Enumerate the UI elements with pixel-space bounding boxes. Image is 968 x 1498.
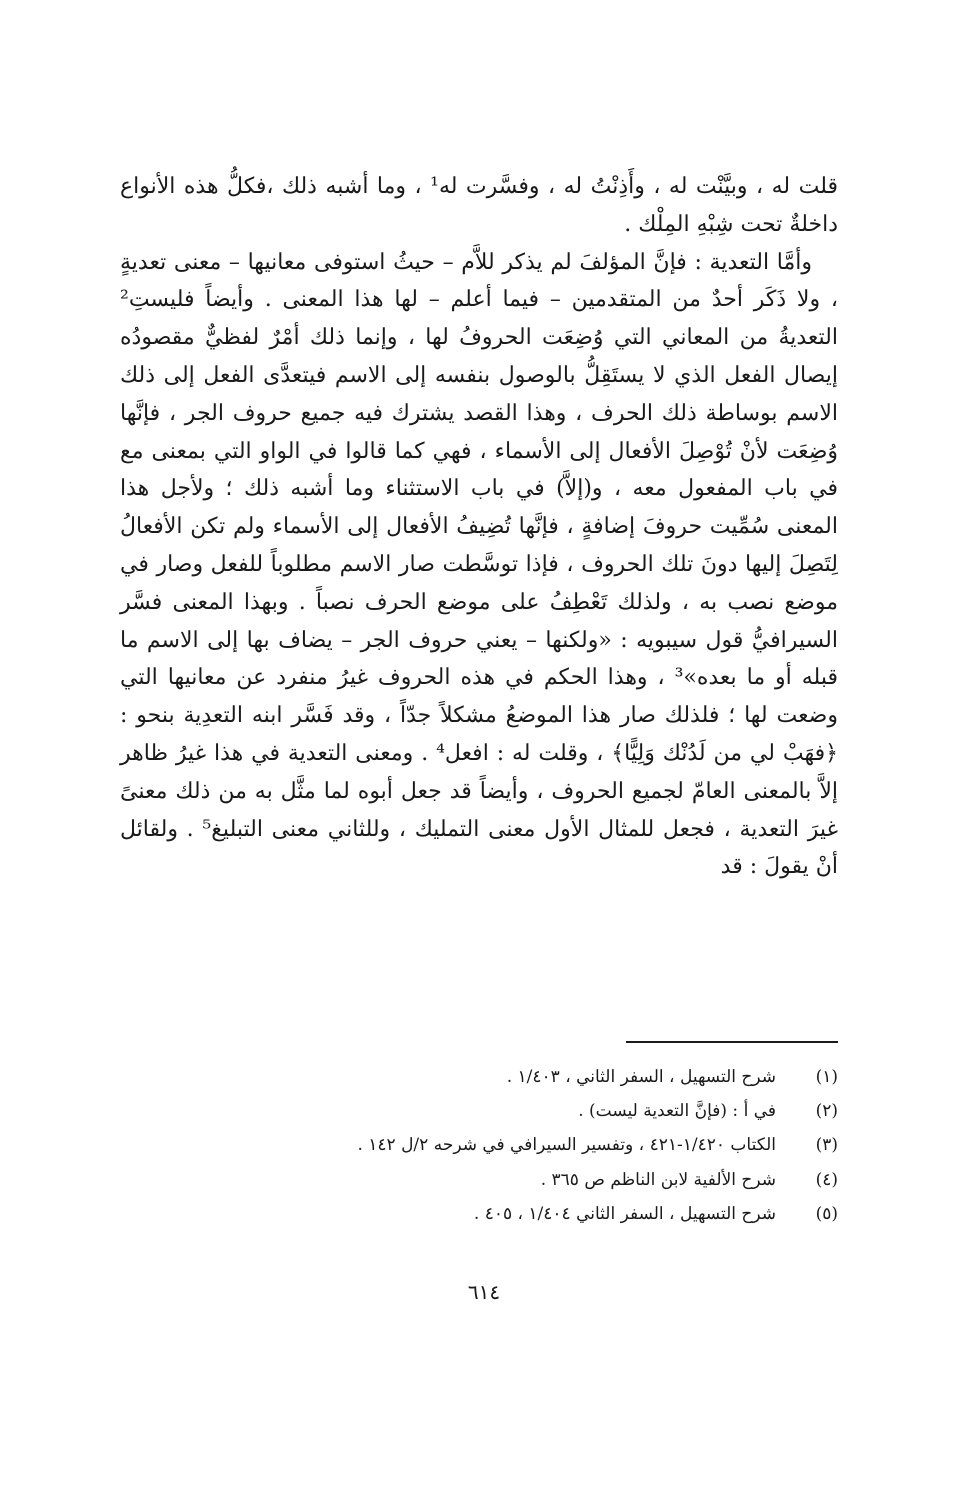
footnote-number: (٢) [815, 1101, 838, 1122]
footnote-number: (٤) [815, 1169, 838, 1190]
footnote-4 [120, 1163, 838, 1197]
footnote-text: الكتاب ١/٤٢٠-٤٢١ ، وتفسير السيرافي في شرحه ٢/ل ١٤٢ . [357, 1135, 776, 1156]
page-number: ٦١٤ [467, 1280, 501, 1304]
paragraph-1: قلت له ، وبيَّنْت له ، وأَذِنْتُ له ، وفسَّرت له¹ ، وما أشبه ذلك ،فكلُّ هذه الأنواع داخلةٌ تحت شِبْهِ المِلْك . [120, 174, 838, 237]
footnote-5 [120, 1197, 838, 1231]
footnote-number: (١) [815, 1067, 838, 1087]
paragraph-2: وأمَّا التعدية : فإنَّ المؤلفَ لم يذكر للاَّم – حيثُ استوفى معانيها – معنى تعديةٍ ، ولا ذَكَر أحدٌ من المتقدمين – فيما أعلم – لها هذا المعنى . وأيضاً فليستِ² التعديةُ من المعاني التي وُضِعَت الحروفُ لها ، وإنما ذلك أمْرٌ لفظيٌّ مقصودُه إيصال الفعل الذي لا يستَقِلُّ بالوصول بنفسه إلى الاسم فيتعدَّى الفعل إلى ذلك الاسم بوساطة ذلك الحرف ، وهذا القصد يشترك فيه جميع حروف الجر ، فإنَّها وُضِعَت لأنْ تُوْصِلَ الأفعال إلى الأسماء ، فهي كما قالوا في الواو التي بمعنى مع في باب المفعول معه ، و(إلاَّ) في باب الاستثناء وما أشبه ذلك ؛ ولأجل هذا المعنى سُمِّيت حروفَ إضافةٍ ، فإنَّها تُضِيفُ الأفعال إلى الأسماء ولم تكن الأفعالُ لِتَصِلَ إليها دونَ تلك الحروف ، فإذا توسَّطت صار الاسم مطلوباً للفعل وصار في موضع نصب به ، ولذلك تَعْطِفُ على موضع الحرف نصباً . وبهذا المعنى فسَّر السيرافيُّ قول سيبويه : «ولكنها – يعني حروف الجر – يضاف بها إلى الاسم ما قبله أو ما بعده»³ ، وهذا الحكم في هذه الحروف غيرُ منفرد عن معانيها التي وضعت لها ؛ فلذلك صار هذا الموضعُ مشكلاً جدّاً ، وقد فَسَّر ابنه التعدِية بنحو : ﴿فهَبْ لي من لَدُنْك وَلِيًّا﴾ ، وقلت له : افعل⁴ . ومعنى التعدية في هذا غيرُ ظاهر إلاَّ بالمعنى العامّ لجميع الحروف ، وأيضاً قد جعل أبوه لما مثَّل به من ذلك معنىً غيرَ التعدية ، فجعل للمثال الأول معنى التمليك ، وللثاني معنى التبليغ⁵ . ولقائل أنْ يقولَ : قد [120, 249, 839, 880]
footnote-text: شرح التسهيل ، السفر الثاني ، ١/٤٠٣ . [506, 1067, 776, 1087]
main-text [120, 168, 838, 886]
footnote-separator [626, 1041, 838, 1043]
footnote-text: شرح التسهيل ، السفر الثاني ١/٤٠٤ ، ٤٠٥ . [473, 1203, 776, 1224]
footnote-1 [120, 1060, 838, 1094]
footnote-3 [120, 1128, 838, 1162]
footnote-text: في أ : (فإنَّ التعدية ليست) . [578, 1101, 776, 1122]
footnote-number: (٥) [815, 1203, 838, 1224]
footnote-2 [120, 1094, 838, 1128]
footnote-number: (٣) [815, 1135, 838, 1156]
footnotes [120, 1060, 838, 1231]
footnote-text: شرح الألفية لابن الناظم ص ٣٦٥ . [540, 1169, 776, 1190]
